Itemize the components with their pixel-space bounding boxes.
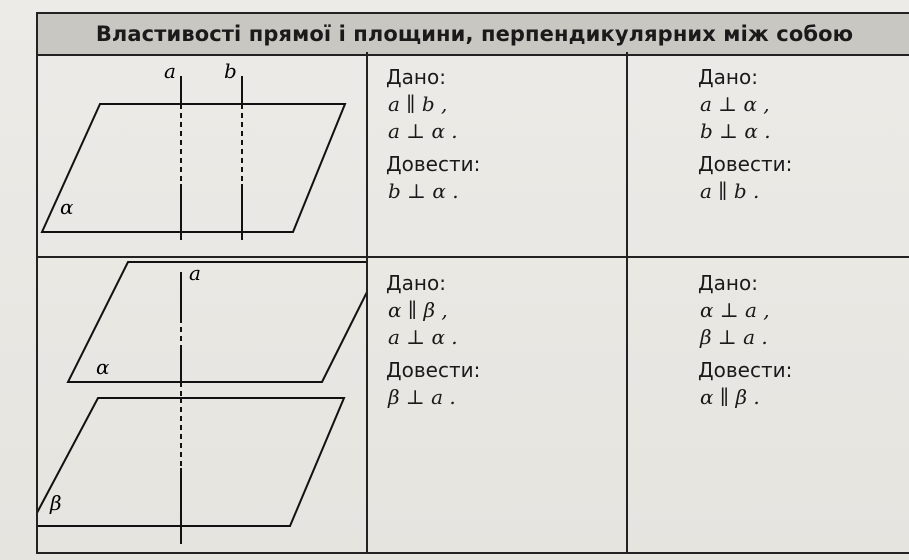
line-a-label-2: a [189,261,201,285]
prove-label: Довести: [698,358,793,382]
figure-parallel-planes-with-line [38,258,366,552]
given-line-2: a ⊥ α . [388,119,458,143]
prove-line-1: b ⊥ α . [388,179,459,203]
plane-alpha-label-2: α [96,355,110,379]
theorem-1-converse [698,64,792,205]
properties-table [36,52,909,554]
given-label: Дано: [698,271,758,295]
plane-alpha-label: α [60,195,74,219]
prove-line-1: β ⊥ a . [388,385,456,409]
line-a-label: a [164,59,176,83]
prove-label: Довести: [698,152,793,176]
given-label: Дано: [386,271,446,295]
table-title: Властивості прямої і площини, перпендикулярних між собою [36,12,909,56]
prove-label: Довести: [386,358,481,382]
column-divider-1 [366,52,368,552]
figure-plane-with-parallel-lines [38,52,366,256]
prove-line-1: a ∥ b . [700,179,760,203]
prove-label: Довести: [386,152,481,176]
given-line-2: b ⊥ α . [700,119,771,143]
given-line-2: a ⊥ α . [388,325,458,349]
theorem-2-direct [386,270,480,411]
theorem-2-converse [698,270,792,411]
column-divider-2 [626,52,628,552]
given-line-1: a ∥ b , [388,92,448,116]
theorem-1-direct [386,64,480,205]
given-line-1: a ⊥ α , [700,92,770,116]
given-label: Дано: [698,65,758,89]
prove-line-1: α ∥ β . [700,385,760,409]
line-b-label: b [224,59,237,83]
plane-beta-label: β [50,491,62,515]
given-line-1: α ∥ β , [388,298,448,322]
given-line-1: α ⊥ a , [700,298,770,322]
given-line-2: β ⊥ a . [700,325,768,349]
given-label: Дано: [386,65,446,89]
